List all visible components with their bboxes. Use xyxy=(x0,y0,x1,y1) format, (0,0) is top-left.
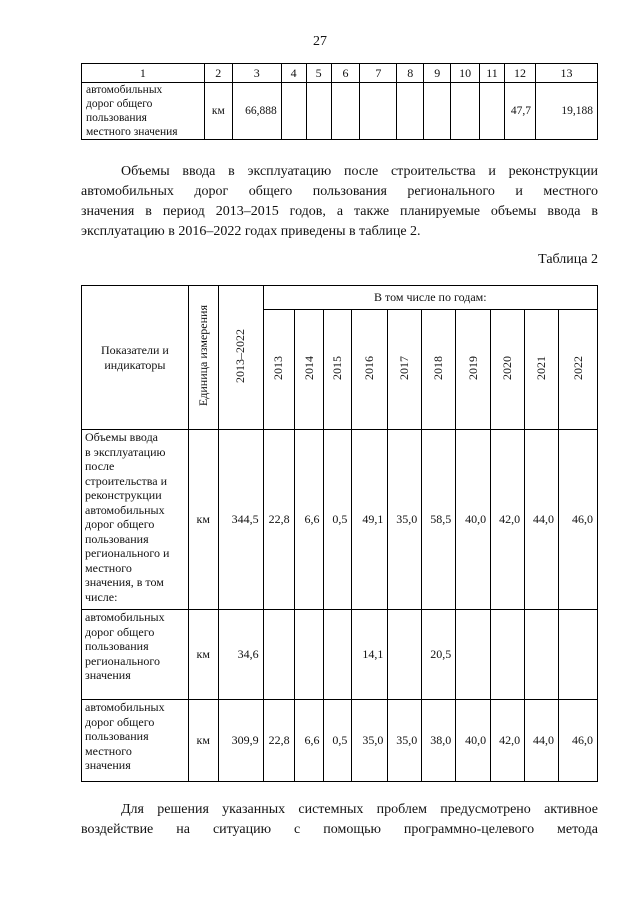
header-year xyxy=(422,310,456,430)
intro-paragraph xyxy=(81,162,598,242)
header-year-text: 2016 xyxy=(362,355,377,380)
header-year-text: 2017 xyxy=(397,355,412,380)
value-cell: 40,0 xyxy=(456,430,491,610)
paragraph-line: Для решения указанных системных проблем предусмотрено активное xyxy=(121,802,598,817)
unit-cell: км xyxy=(188,430,218,610)
table-caption: Таблица 2 xyxy=(538,252,598,267)
header-year xyxy=(294,310,324,430)
value-cell: 66,888 xyxy=(232,83,281,140)
value-cell: 35,0 xyxy=(388,700,422,782)
value-cell xyxy=(559,610,598,700)
header-unit-text: Единица измерения xyxy=(195,304,210,407)
label-line: пользования xyxy=(85,531,149,546)
value-cell xyxy=(324,610,352,700)
total-cell: 34,6 xyxy=(218,610,263,700)
value-cell xyxy=(397,83,424,140)
header-total-text: 2013–2022 xyxy=(233,328,248,383)
header-year xyxy=(324,310,352,430)
value-cell: 22,8 xyxy=(263,430,294,610)
value-cell: 6,6 xyxy=(294,700,324,782)
value-cell: 14,1 xyxy=(352,610,388,700)
label-line: пользования xyxy=(85,639,149,653)
table-2-header-row xyxy=(82,286,598,310)
value-cell xyxy=(294,610,324,700)
table-1-header-cell: 2 xyxy=(204,64,232,83)
table-1-header-cell: 9 xyxy=(424,64,451,83)
table-1-header-cell: 12 xyxy=(505,64,536,83)
value-cell: 49,1 xyxy=(352,430,388,610)
header-year xyxy=(388,310,422,430)
value-cell: 46,0 xyxy=(559,430,598,610)
row-label xyxy=(82,610,189,700)
header-year-text: 2018 xyxy=(431,355,446,380)
value-cell: 46,0 xyxy=(559,700,598,782)
header-years-group: В том числе по годам: xyxy=(263,286,597,310)
value-cell xyxy=(331,83,360,140)
header-year-text: 2021 xyxy=(534,355,549,380)
value-cell: 42,0 xyxy=(491,700,525,782)
value-cell xyxy=(360,83,397,140)
table-1-header-cell: 13 xyxy=(535,64,597,83)
table-1-header-cell: 6 xyxy=(331,64,360,83)
table-1-header-cell: 8 xyxy=(397,64,424,83)
value-cell: 35,0 xyxy=(352,700,388,782)
value-cell xyxy=(281,83,306,140)
label-line: регионального и xyxy=(85,546,170,560)
value-cell: 44,0 xyxy=(525,430,559,610)
closing-paragraph xyxy=(81,800,598,840)
value-cell xyxy=(480,83,505,140)
label-line: местного xyxy=(85,743,132,758)
value-cell xyxy=(456,610,491,700)
table-1-header-cell: 10 xyxy=(451,64,480,83)
header-year-text: 2014 xyxy=(301,355,316,380)
value-cell xyxy=(306,83,331,140)
header-year-text: 2020 xyxy=(500,355,515,380)
value-cell: 47,7 xyxy=(505,83,536,140)
table-row xyxy=(82,700,598,782)
value-cell xyxy=(525,610,559,700)
value-cell: 38,0 xyxy=(422,700,456,782)
table-2 xyxy=(81,285,598,782)
label-line: Объемы ввода xyxy=(85,430,158,444)
header-year-text: 2022 xyxy=(570,355,585,380)
table-1-header-cell: 1 xyxy=(82,64,205,83)
value-cell: 58,5 xyxy=(422,430,456,610)
label-line: пользования xyxy=(85,729,149,743)
value-cell: 20,5 xyxy=(422,610,456,700)
label-line: в эксплуатацию xyxy=(85,444,166,459)
label-line: дорог общего xyxy=(86,98,153,110)
value-cell: 44,0 xyxy=(525,700,559,782)
table-row xyxy=(82,83,598,140)
table-1-header-row xyxy=(82,64,598,83)
label-line: автомобильных xyxy=(85,502,165,517)
total-cell: 309,9 xyxy=(218,700,263,782)
header-indicators: Показатели и индикаторы xyxy=(82,286,189,430)
table-1-header-cell: 5 xyxy=(306,64,331,83)
page-number: 27 xyxy=(313,34,327,49)
label-line: дорог общего xyxy=(85,517,155,531)
row-label xyxy=(82,83,205,140)
label-line: после xyxy=(85,459,115,473)
value-cell: 40,0 xyxy=(456,700,491,782)
value-cell: 6,6 xyxy=(294,430,324,610)
label-line: значения xyxy=(85,668,131,682)
label-line: автомобильных xyxy=(86,84,163,96)
total-cell: 344,5 xyxy=(218,430,263,610)
label-line: реконструкции xyxy=(85,488,162,502)
unit-cell: км xyxy=(188,700,218,782)
value-cell xyxy=(388,610,422,700)
header-year xyxy=(352,310,388,430)
value-cell: 22,8 xyxy=(263,700,294,782)
header-year xyxy=(263,310,294,430)
value-cell: 0,5 xyxy=(324,430,352,610)
header-year xyxy=(559,310,598,430)
label-line: числе: xyxy=(85,589,118,604)
header-year xyxy=(525,310,559,430)
unit-cell: км xyxy=(188,610,218,700)
label-line: автомобильных xyxy=(85,610,165,624)
header-unit xyxy=(188,286,218,430)
value-cell xyxy=(263,610,294,700)
label-line: пользования xyxy=(86,112,147,124)
paragraph-line: Объемы ввода в эксплуатацию после строительства и реконструкции xyxy=(121,164,598,179)
label-line: строительства и xyxy=(85,473,167,488)
table-1-continuation xyxy=(81,63,598,140)
header-year xyxy=(456,310,491,430)
table-1-header-cell: 3 xyxy=(232,64,281,83)
paragraph-line: воздействие на ситуацию с помощью программно-целевого метода xyxy=(81,822,598,837)
label-line: значения, в том xyxy=(85,575,164,589)
label-line: регионального xyxy=(85,653,161,668)
label-line: автомобильных xyxy=(85,700,165,714)
value-cell: 42,0 xyxy=(491,430,525,610)
paragraph-line: значения в период 2013–2015 годов, а также планируемые объемы ввода в xyxy=(81,204,598,219)
paragraph-line: автомобильных дорог общего пользования регионального и местного xyxy=(81,184,598,199)
table-1-header-cell: 7 xyxy=(360,64,397,83)
value-cell xyxy=(424,83,451,140)
table-row xyxy=(82,610,598,700)
label-line: значения xyxy=(85,758,131,772)
value-cell: 35,0 xyxy=(388,430,422,610)
row-label xyxy=(82,430,189,610)
table-row xyxy=(82,430,598,610)
value-cell: 19,188 xyxy=(535,83,597,140)
value-cell xyxy=(451,83,480,140)
label-line: дорог общего xyxy=(85,624,155,639)
unit-cell: км xyxy=(204,83,232,140)
label-line: местного значения xyxy=(86,126,178,138)
header-year-text: 2015 xyxy=(330,355,345,380)
label-line: местного xyxy=(85,560,132,575)
row-label xyxy=(82,700,189,782)
header-year-text: 2013 xyxy=(271,355,286,380)
header-year-text: 2019 xyxy=(465,355,480,380)
header-year xyxy=(491,310,525,430)
paragraph-line: эксплуатацию в 2016–2022 годах приведены в таблице 2. xyxy=(81,224,421,239)
header-total xyxy=(218,286,263,430)
value-cell: 0,5 xyxy=(324,700,352,782)
label-line: дорог общего xyxy=(85,714,155,729)
table-1-header-cell: 4 xyxy=(281,64,306,83)
table-1-header-cell: 11 xyxy=(480,64,505,83)
value-cell xyxy=(491,610,525,700)
